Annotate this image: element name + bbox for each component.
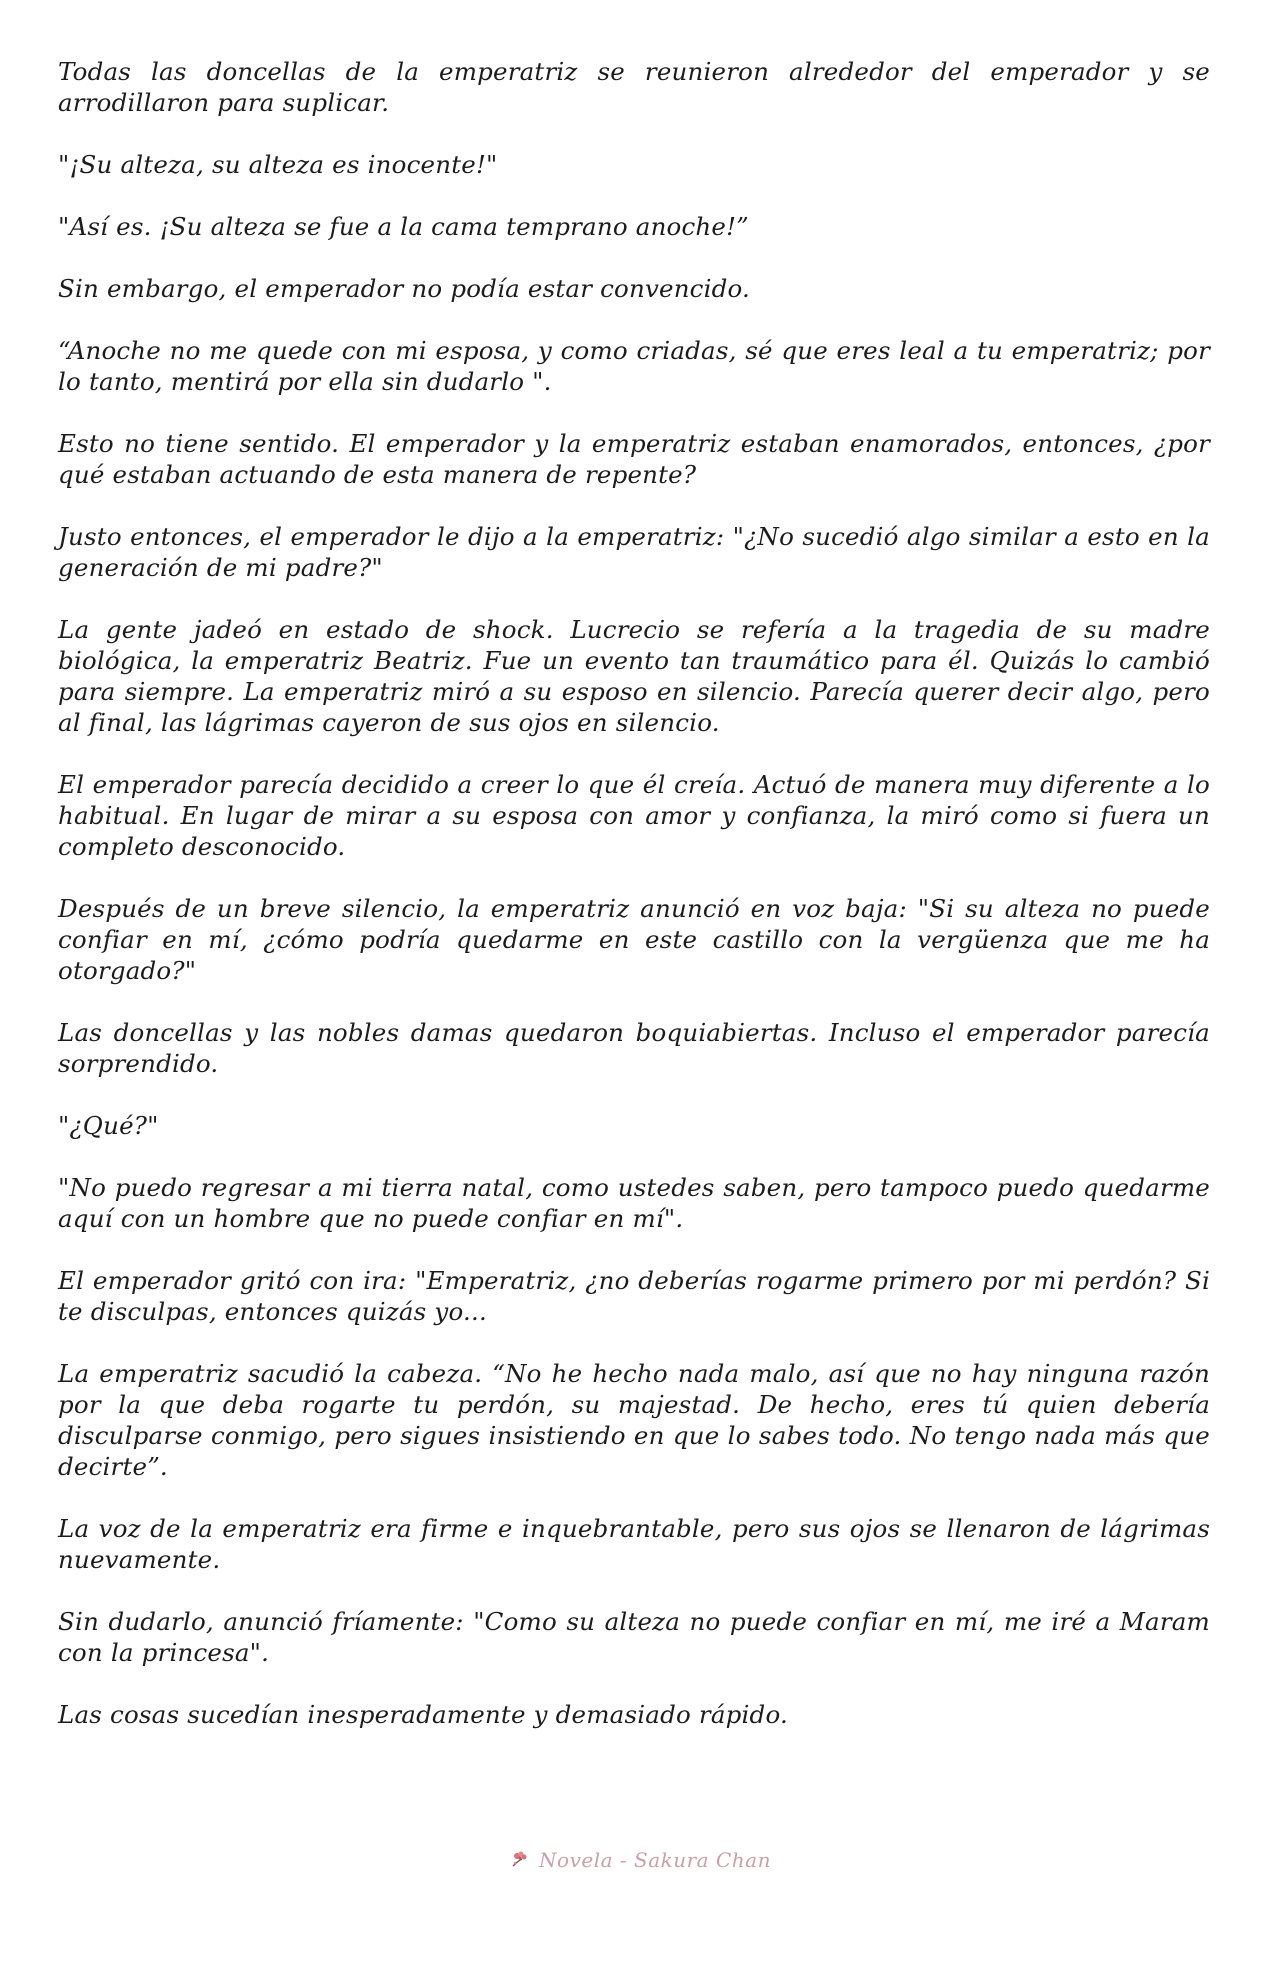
paragraph: La emperatriz sacudió la cabeza. “No he hecho nada malo, así que no hay ninguna razón por la que deba rogarte tu perdón, su majestad. De hecho, eres tú quien debería disculparse conmigo, pero sigues insistiendo en que lo sabes todo. No tengo nada más que decirte”. <box>58 1359 1210 1481</box>
paragraph: Después de un breve silencio, la emperatriz anunció en voz baja: "Si su alteza no puede confiar en mí, ¿cómo podría quedarme en este castillo con la vergüenza que me ha otorgado?" <box>58 894 1210 985</box>
paragraph: Sin embargo, el emperador no podía estar convencido. <box>58 274 751 303</box>
watermark-text: Novela - Sakura Chan <box>539 1848 771 1872</box>
paragraph: Esto no tiene sentido. El emperador y la emperatriz estaban enamorados, entonces, ¿por qué estaban actuando de esta manera de repente? <box>58 429 1210 489</box>
paragraph: La gente jadeó en estado de shock. Lucrecio se refería a la tragedia de su madre biológica, la emperatriz Beatriz. Fue un evento tan traumático para él. Quizás lo cambió para siempre. La emperatriz miró a su esposo en silencio. Parecía querer decir algo, pero al final, las lágrimas cayeron de sus ojos en silencio. <box>58 615 1210 737</box>
paragraph: Todas las doncellas de la emperatriz se reunieron alrededor del emperador y se arrodillaron para suplicar. <box>58 57 1210 117</box>
paragraph: La voz de la emperatriz era firme e inquebrantable, pero sus ojos se llenaron de lágrimas nuevamente. <box>58 1514 1210 1574</box>
paragraph: "Así es. ¡Su alteza se fue a la cama temprano anoche!” <box>58 212 749 241</box>
paragraph: "No puedo regresar a mi tierra natal, como ustedes saben, pero tampoco puedo quedarme aquí con un hombre que no puede confiar en mí". <box>58 1173 1210 1233</box>
document-body <box>58 56 1210 1761</box>
paragraph: "¿Qué?" <box>58 1111 159 1140</box>
cherry-blossom-icon <box>509 1850 533 1870</box>
paragraph: Las cosas sucedían inesperadamente y demasiado rápido. <box>58 1700 788 1729</box>
footer-watermark <box>0 1848 1280 1875</box>
paragraph: "¡Su alteza, su alteza es inocente!" <box>58 150 498 179</box>
paragraph: El emperador parecía decidido a creer lo que él creía. Actuó de manera muy diferente a lo habitual. En lugar de mirar a su esposa con amor y confianza, la miró como si fuera un completo desconocido. <box>58 770 1210 861</box>
paragraph: “Anoche no me quede con mi esposa, y como criadas, sé que eres leal a tu emperatriz; por lo tanto, mentirá por ella sin dudarlo ". <box>58 336 1210 396</box>
paragraph: Justo entonces, el emperador le dijo a la emperatriz: "¿No sucedió algo similar a esto en la generación de mi padre?" <box>58 522 1210 582</box>
paragraph: El emperador gritó con ira: "Emperatriz, ¿no deberías rogarme primero por mi perdón? Si te disculpas, entonces quizás yo... <box>58 1266 1210 1326</box>
paragraph: Las doncellas y las nobles damas quedaron boquiabiertas. Incluso el emperador parecía sorprendido. <box>58 1018 1210 1078</box>
paragraph: Sin dudarlo, anunció fríamente: "Como su alteza no puede confiar en mí, me iré a Maram con la princesa". <box>58 1607 1210 1667</box>
